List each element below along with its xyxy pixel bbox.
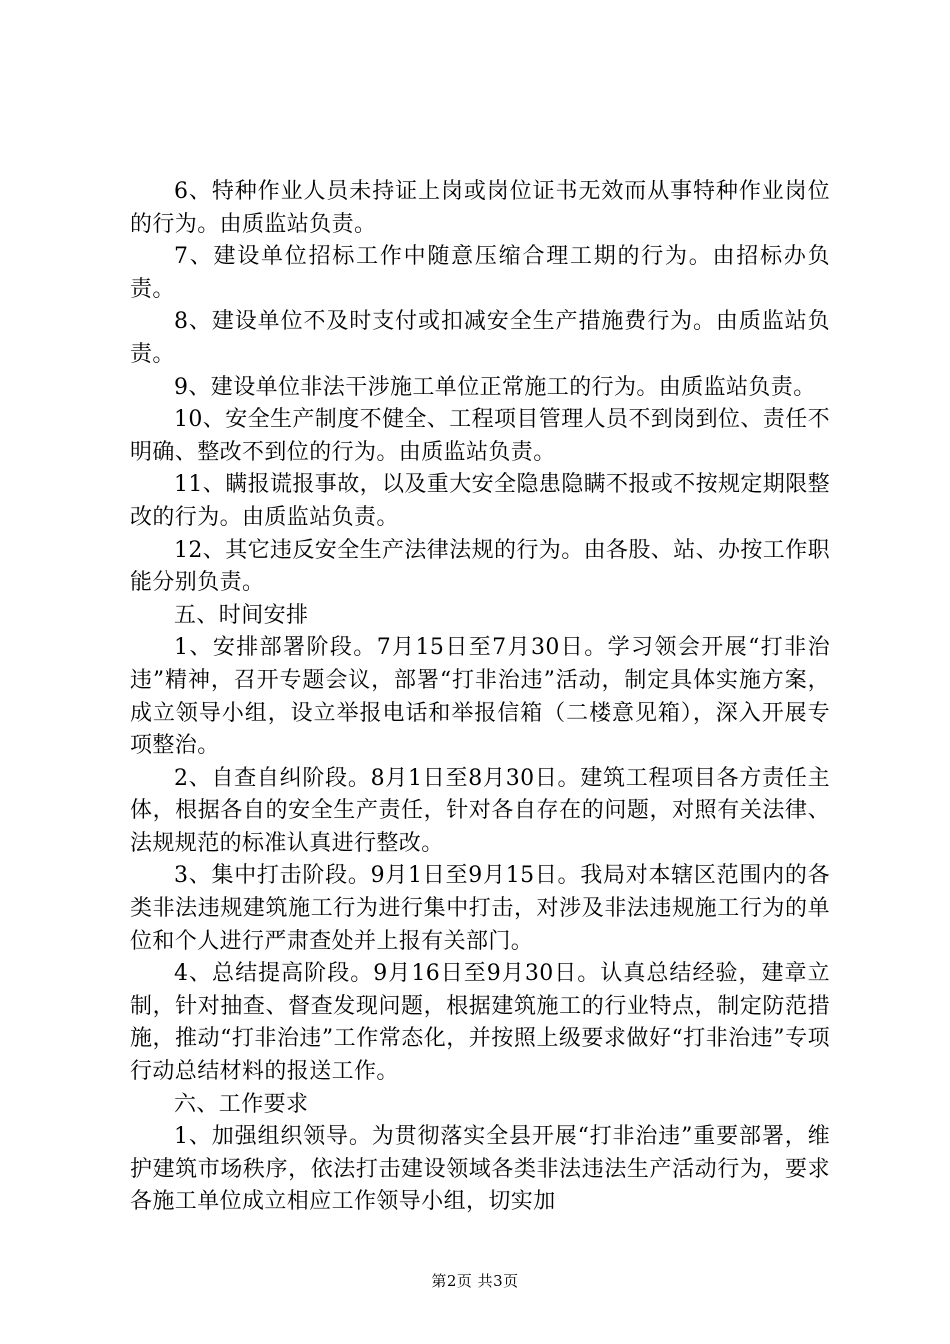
section-heading-requirements: 六、工作要求 bbox=[174, 1091, 309, 1117]
paragraph-item-6: 6、特种作业人员未持证上岗或岗位证书无效而从事特种作业岗位的行为。由质监站负责。 bbox=[130, 179, 830, 237]
paragraph-stage-2: 2、自查自纠阶段。8月1日至8月30日。建筑工程项目各方责任主体，根据各自的安全生产责任，针对各自存在的问题，对照有关法律、法规规范的标准认真进行整改。 bbox=[130, 765, 830, 856]
section-heading-schedule: 五、时间安排 bbox=[174, 602, 309, 628]
paragraph-stage-1: 1、安排部署阶段。7月15日至7月30日。学习领会开展“打非治违”精神，召开专题会议，部署“打非治违”活动，制定具体实施方案，成立领导小组，设立举报电话和举报信箱（二楼意见箱），深入开展专项整治。 bbox=[130, 635, 830, 759]
paragraph-item-8: 8、建设单位不及时支付或扣减安全生产措施费行为。由质监站负责。 bbox=[130, 309, 830, 367]
document-body bbox=[130, 176, 830, 1219]
paragraph-item-10: 10、安全生产制度不健全、工程项目管理人员不到岗到位、责任不明确、整改不到位的行为。由质监站负责。 bbox=[130, 407, 830, 465]
paragraph-item-12: 12、其它违反安全生产法律法规的行为。由各股、站、办按工作职能分别负责。 bbox=[130, 537, 830, 596]
paragraph-item-7: 7、建设单位招标工作中随意压缩合理工期的行为。由招标办负责。 bbox=[130, 244, 830, 302]
paragraph-stage-3: 3、集中打击阶段。9月1日至9月15日。我局对本辖区范围内的各类非法违规建筑施工行为进行集中打击，对涉及非法违规施工行为的单位和个人进行严肃查处并上报有关部门。 bbox=[130, 863, 830, 954]
paragraph-item-11: 11、瞒报谎报事故，以及重大安全隐患隐瞒不报或不按规定期限整改的行为。由质监站负责。 bbox=[130, 472, 830, 530]
paragraph-requirement-1: 1、加强组织领导。为贯彻落实全县开展“打非治违”重要部署，维护建筑市场秩序，依法打击建设领域各类非法违法生产活动行为，要求各施工单位成立相应工作领导小组，切实加 bbox=[130, 1124, 830, 1215]
paragraph-stage-4: 4、总结提高阶段。9月16日至9月30日。认真总结经验，建章立制，针对抽查、督查发现问题，根据建筑施工的行业特点，制定防范措施，推动“打非治违”工作常态化，并按照上级要求做好“打非治违”专项行动总结材料的报送工作。 bbox=[130, 961, 830, 1085]
paragraph-item-9: 9、建设单位非法干涉施工单位正常施工的行为。由质监站负责。 bbox=[174, 374, 816, 400]
page-footer: 第2页 共3页 bbox=[431, 1272, 519, 1290]
